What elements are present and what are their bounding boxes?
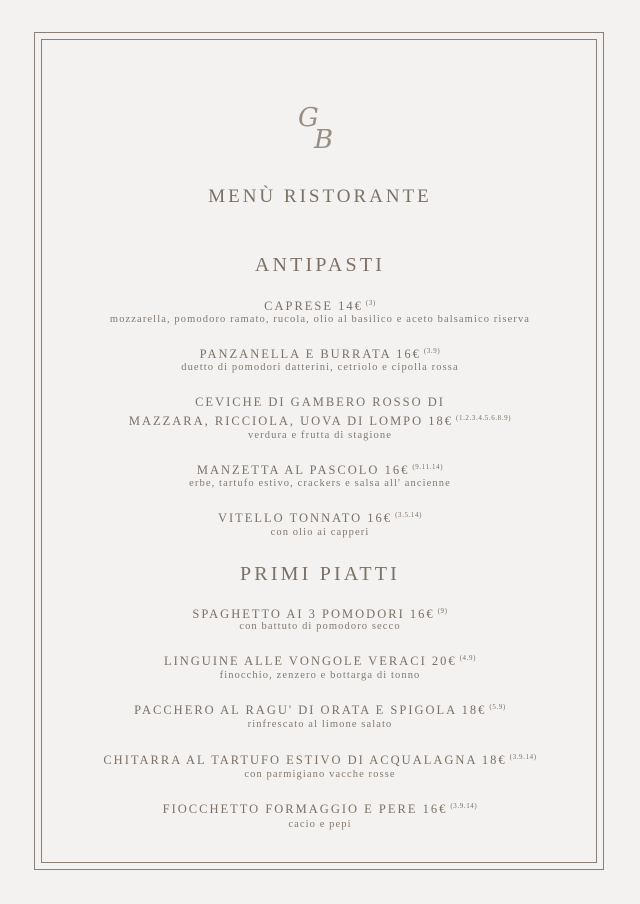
allergen-codes: (4.9): [459, 654, 477, 662]
dish-title: LINGUINE ALLE VONGOLE VERACI 20€: [163, 654, 457, 668]
dish-name: [0, 753, 640, 768]
dish-title: VITELLO TONNATO 16€: [217, 511, 393, 525]
dish-description: con parmigiano vacche rosse: [244, 769, 396, 780]
dish-name: [0, 703, 640, 718]
dish-title: CAPRESE 14€: [264, 299, 363, 313]
dish-name-line1: CEVICHE DI GAMBERO ROSSO DI: [195, 395, 445, 409]
inner-border: [41, 39, 597, 863]
dish-description: con olio ai capperi: [270, 527, 370, 538]
dish-title: FIOCCHETTO FORMAGGIO E PERE 16€: [162, 802, 448, 816]
dish-description: finocchio, zenzero e bottarga di tonno: [219, 670, 421, 681]
allergen-codes: (5.9): [489, 703, 506, 711]
section-title-antipasti: ANTIPASTI: [254, 254, 386, 276]
section-title-primi-piatti: PRIMI PIATTI: [239, 563, 401, 585]
allergen-codes: (3.5.14): [395, 511, 423, 519]
dish-name: [0, 511, 640, 526]
dish-name: [0, 654, 640, 669]
monogram-letter-b: B: [314, 125, 334, 155]
allergen-codes: (3.9.14): [509, 753, 537, 761]
allergen-codes: (9): [437, 607, 448, 615]
dish-title: CHITARRA AL TARTUFO ESTIVO DI ACQUALAGNA 18€: [103, 753, 507, 767]
dish-title: PANZANELLA E BURRATA 16€: [199, 347, 421, 361]
dish-name: [0, 347, 640, 362]
dish-description: verdura e frutta di stagione: [248, 430, 392, 441]
dish-title: MANZETTA AL PASCOLO 16€: [196, 463, 410, 477]
dish-description: cacio e pepi: [288, 819, 352, 830]
allergen-codes: (3.9): [423, 347, 441, 355]
dish-name: [0, 802, 640, 817]
dish-name: [0, 463, 640, 478]
dish-name: [0, 414, 640, 429]
dish-name: [0, 299, 640, 314]
dish-description: duetto di pomodori datterini, cetriolo e cipolla rossa: [181, 362, 459, 373]
dish-description: mozzarella, pomodoro ramato, rucola, olio al basilico e aceto balsamico riserva: [109, 314, 531, 325]
allergen-codes: (3): [365, 299, 376, 307]
dish-title: PACCHERO AL RAGU' DI ORATA E SPIGOLA 18€: [134, 703, 487, 717]
dish-name: [0, 607, 640, 622]
dish-description: erbe, tartufo estivo, crackers e salsa all' ancienne: [189, 478, 451, 489]
monogram-gb-icon: [290, 96, 350, 156]
allergen-codes: (1.2.3.4.5.6.8.9): [456, 414, 512, 422]
dish-title: SPAGHETTO AI 3 POMODORI 16€: [192, 607, 435, 621]
dish-title: MAZZARA, RICCIOLA, UOVA DI LOMPO 18€: [128, 414, 454, 428]
monogram-letter-g: G: [298, 103, 319, 133]
dish-description: rinfrescato al limone salato: [247, 719, 393, 730]
dish-description: con battuto di pomodoro secco: [239, 621, 401, 632]
allergen-codes: (9.11.14): [412, 463, 444, 471]
allergen-codes: (3.9.14): [450, 802, 478, 810]
menu-title: MENÙ RISTORANTE: [208, 186, 432, 207]
